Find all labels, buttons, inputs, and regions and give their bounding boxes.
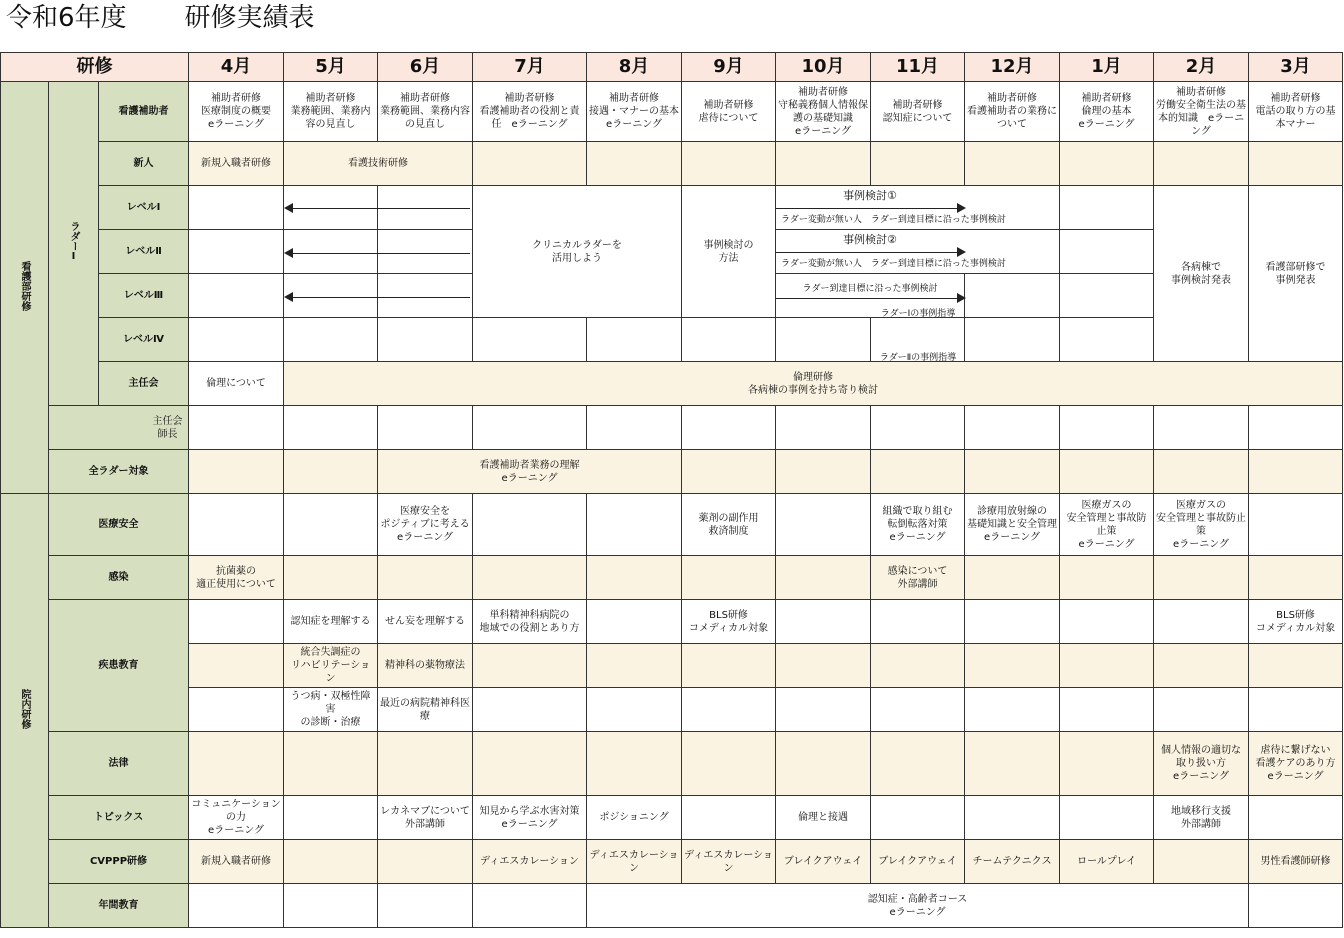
- case-study-1-label: 事例検討①: [843, 189, 897, 202]
- empty-cell: [682, 688, 776, 732]
- safety-feb: 医療ガスの 安全管理と事故防止策 eラーニング: [1154, 494, 1249, 556]
- month-header: 12月: [965, 53, 1060, 82]
- empty-cell: [1154, 556, 1249, 600]
- row-label-all-ladder: 全ラダー対象: [49, 450, 189, 494]
- title-year: 令和6年度: [6, 3, 127, 33]
- empty-cell: [1154, 450, 1249, 494]
- empty-cell: [284, 494, 378, 556]
- empty-cell: [1060, 688, 1154, 732]
- month-header: 11月: [871, 53, 965, 82]
- empty-cell: [682, 142, 776, 186]
- aide-cell: 補助者研修 業務範囲、業務内容の見直し: [284, 82, 378, 142]
- table-row: [1, 142, 1343, 186]
- row-label-disease: 疾患教育: [49, 600, 189, 732]
- month-header: 5月: [284, 53, 378, 82]
- empty-cell: [871, 688, 965, 732]
- month-header: 10月: [776, 53, 871, 82]
- empty-cell: [682, 796, 776, 840]
- empty-cell: [284, 732, 378, 796]
- aide-cell: 補助者研修 守秘義務個人情報保護の基礎知識 eラーニング: [776, 82, 871, 142]
- safety-sep: 薬剤の副作用 救済制度: [682, 494, 776, 556]
- empty-cell: [1154, 688, 1249, 732]
- empty-cell: [189, 450, 284, 494]
- empty-cell: [587, 600, 682, 644]
- table-row: [1, 82, 1343, 142]
- disease-jun: 最近の病院精神科医療: [378, 688, 473, 732]
- empty-cell: [587, 406, 682, 450]
- empty-cell: [871, 142, 965, 186]
- empty-cell: [776, 688, 871, 732]
- empty-cell: [965, 450, 1060, 494]
- disease-may: うつ病・双極性障害 の診断・治療: [284, 688, 378, 732]
- row-label-law: 法律: [49, 732, 189, 796]
- row-label-aide: 看護補助者: [99, 82, 189, 142]
- case-study-1-sub: ラダー変動が無い人 ラダー到達目標に沿った事例検討: [781, 215, 1006, 225]
- empty-cell: [1060, 318, 1154, 362]
- group-hospital-label: 院内研修: [19, 688, 30, 729]
- aide-cell: 補助者研修 接遇・マナーの基本 eラーニング: [587, 82, 682, 142]
- empty-cell: [284, 556, 378, 600]
- chief-rest: 倫理研修 各病棟の事例を持ち寄り検討: [284, 362, 1343, 406]
- empty-cell: [1060, 450, 1154, 494]
- empty-cell: [473, 884, 587, 928]
- training-table: [0, 52, 1343, 928]
- cvppp-dec: チームテクニクス: [965, 840, 1060, 884]
- empty-cell: [284, 406, 378, 450]
- empty-cell: [473, 494, 587, 556]
- aide-cell: 補助者研修 看護補助者の業務について: [965, 82, 1060, 142]
- empty-cell: [378, 318, 473, 362]
- row-label-chief: 主任会: [99, 362, 189, 406]
- month-header: 2月: [1154, 53, 1249, 82]
- month-header: 3月: [1249, 53, 1343, 82]
- empty-cell: [776, 732, 871, 796]
- empty-cell: [776, 142, 871, 186]
- empty-cell: [776, 318, 871, 362]
- row-label-topics: トピックス: [49, 796, 189, 840]
- empty-cell: [189, 230, 284, 274]
- empty-cell: [473, 688, 587, 732]
- empty-cell: [189, 274, 284, 318]
- table-row: [1, 796, 1343, 840]
- empty-cell: [1249, 796, 1343, 840]
- empty-cell: [473, 644, 587, 688]
- empty-cell: [1249, 494, 1343, 556]
- empty-cell: [189, 494, 284, 556]
- row-label-cvppp: CVPPP研修: [49, 840, 189, 884]
- empty-cell: [965, 318, 1060, 362]
- clinical-ladder: クリニカルラダーを 活用しよう: [473, 186, 682, 318]
- empty-cell: [473, 142, 587, 186]
- infection-apr: 抗菌薬の 適正使用について: [189, 556, 284, 600]
- empty-cell: [284, 450, 378, 494]
- law-mar: 虐待に繋げない 看護ケアのあり方 eラーニング: [1249, 732, 1343, 796]
- safety-dec: 診療用放射線の 基礎知識と安全管理 eラーニング: [965, 494, 1060, 556]
- empty-cell: [189, 688, 284, 732]
- row-label-level3: レベルⅢ: [99, 274, 189, 318]
- disease-mar: BLS研修 コメディカル対象: [1249, 600, 1343, 644]
- table-row: [1, 450, 1343, 494]
- table-row: [1, 494, 1343, 556]
- empty-cell: [473, 556, 587, 600]
- cvppp-mar: 男性看護師研修: [1249, 840, 1343, 884]
- empty-cell: [284, 840, 378, 884]
- empty-cell: [871, 796, 965, 840]
- empty-cell: [378, 556, 473, 600]
- arrow-left-icon: [286, 208, 470, 209]
- safety-jun: 医療安全を ポジティブに考える eラーニング: [378, 494, 473, 556]
- empty-cell: [189, 318, 284, 362]
- feb-ladder: 各病棟で 事例検討発表: [1154, 186, 1249, 362]
- row-label-level1: レベルⅠ: [99, 186, 189, 230]
- empty-cell: [871, 600, 965, 644]
- empty-cell: [1249, 884, 1343, 928]
- empty-cell: [1154, 142, 1249, 186]
- month-header: 7月: [473, 53, 587, 82]
- month-header: 6月: [378, 53, 473, 82]
- empty-cell: [1060, 796, 1154, 840]
- empty-cell: [965, 796, 1060, 840]
- empty-cell: [189, 406, 284, 450]
- month-header: 9月: [682, 53, 776, 82]
- topics-jun: レカネマブについて 外部講師: [378, 796, 473, 840]
- empty-cell: [682, 406, 776, 450]
- table-row: [1, 732, 1343, 796]
- empty-cell: [587, 142, 682, 186]
- empty-cell: [682, 318, 776, 362]
- law-feb: 個人情報の適切な 取り扱い方 eラーニング: [1154, 732, 1249, 796]
- row-label-infection: 感染: [49, 556, 189, 600]
- empty-cell: [587, 494, 682, 556]
- empty-cell: [378, 732, 473, 796]
- topics-aug: ポジショニング: [587, 796, 682, 840]
- guide-ladder2: ラダーⅡの事例指導: [879, 353, 957, 363]
- aide-cell: 補助者研修 認知症について: [871, 82, 965, 142]
- aide-cell: 補助者研修 業務範囲、業務内容の見直し: [378, 82, 473, 142]
- empty-cell: [776, 644, 871, 688]
- arrow-right-icon: [776, 208, 964, 209]
- aide-cell: 補助者研修 医療制度の概要 eラーニング: [189, 82, 284, 142]
- empty-cell: [682, 644, 776, 688]
- aide-cell: 補助者研修 労働安全衛生法の基本的知識 eラーニング: [1154, 82, 1249, 142]
- empty-cell: [473, 732, 587, 796]
- cvppp-aug: ディエスカレーション: [587, 840, 682, 884]
- case-study-2-label: 事例検討②: [843, 233, 897, 246]
- empty-cell: [965, 600, 1060, 644]
- case-method: 事例検討の 方法: [682, 186, 776, 318]
- cvppp-nov: ブレイクアウェイ: [871, 840, 965, 884]
- empty-cell: [1060, 230, 1154, 274]
- table-row: [1, 186, 1343, 230]
- empty-cell: [284, 796, 378, 840]
- empty-cell: [378, 230, 473, 274]
- empty-cell: [378, 884, 473, 928]
- newcomer-may-jun: 看護技術研修: [284, 142, 473, 186]
- empty-cell: [871, 732, 965, 796]
- disease-may: 認知症を理解する: [284, 600, 378, 644]
- empty-cell: [473, 318, 587, 362]
- table-row: [1, 644, 1343, 688]
- empty-cell: [587, 318, 682, 362]
- disease-sep: BLS研修 コメディカル対象: [682, 600, 776, 644]
- empty-cell: [587, 556, 682, 600]
- table-row: [1, 556, 1343, 600]
- table-row: [1, 406, 1343, 450]
- disease-jun: 精神科の薬物療法: [378, 644, 473, 688]
- page-title: [6, 0, 315, 40]
- row-label-level2: レベルⅡ: [99, 230, 189, 274]
- empty-cell: [682, 450, 776, 494]
- arrow-left-icon: [286, 253, 470, 254]
- empty-cell: [473, 406, 587, 450]
- cvppp-oct: ブレイクアウェイ: [776, 840, 871, 884]
- empty-cell: [965, 142, 1060, 186]
- empty-cell: [284, 884, 378, 928]
- safety-jan: 医療ガスの 安全管理と事故防止策 eラーニング: [1060, 494, 1154, 556]
- aide-cell: 補助者研修 看護補助者の役割と責任 eラーニング: [473, 82, 587, 142]
- empty-cell: [965, 732, 1060, 796]
- newcomer-apr: 新規入職者研修: [189, 142, 284, 186]
- level3-sub: ラダー到達目標に沿った事例検討: [802, 284, 938, 294]
- empty-cell: [776, 600, 871, 644]
- chief-apr: 倫理について: [189, 362, 284, 406]
- empty-cell: [1154, 600, 1249, 644]
- row-label-level4: レベルⅣ: [99, 318, 189, 362]
- empty-cell: [189, 732, 284, 796]
- topics-oct: 倫理と接遇: [776, 796, 871, 840]
- table-row: [1, 688, 1343, 732]
- table-row: [1, 840, 1343, 884]
- empty-cell: [284, 230, 378, 274]
- empty-cell: [378, 840, 473, 884]
- empty-cell: [1060, 186, 1154, 230]
- table-row: [1, 362, 1343, 406]
- table-row: [1, 318, 1343, 362]
- title-name: 研修実績表: [184, 3, 315, 33]
- topics-feb: 地域移行支援 外部講師: [1154, 796, 1249, 840]
- group-ladder: [49, 82, 99, 406]
- cvppp-jan: ロールプレイ: [1060, 840, 1154, 884]
- group-hospital: [1, 494, 49, 928]
- month-header: 4月: [189, 53, 284, 82]
- header-label: 研修: [1, 53, 189, 82]
- empty-cell: [189, 600, 284, 644]
- group-nursing: [1, 82, 49, 494]
- empty-cell: [587, 732, 682, 796]
- empty-cell: [1060, 732, 1154, 796]
- empty-cell: [1154, 406, 1249, 450]
- empty-cell: [871, 644, 965, 688]
- empty-cell: [871, 450, 965, 494]
- empty-cell: [1249, 556, 1343, 600]
- row-label-annual: 年間教育: [49, 884, 189, 928]
- empty-cell: [1060, 556, 1154, 600]
- row-label-newcomer: 新人: [99, 142, 189, 186]
- cvppp-sep: ディエスカレーション: [682, 840, 776, 884]
- infection-nov: 感染について 外部講師: [871, 556, 965, 600]
- empty-cell: [965, 274, 1060, 318]
- empty-cell: [284, 318, 378, 362]
- empty-cell: [1249, 688, 1343, 732]
- empty-cell: [378, 274, 473, 318]
- empty-cell: [682, 732, 776, 796]
- guide-ladder1: ラダーⅠの事例指導: [880, 309, 956, 319]
- arrow-right-icon: [776, 298, 964, 299]
- cvppp-jul: ディエスカレーション: [473, 840, 587, 884]
- empty-cell: [1060, 644, 1154, 688]
- annual-text: 認知症・高齢者コース eラーニング: [587, 884, 1249, 928]
- aide-cell: 補助者研修 倫理の基本 eラーニング: [1060, 82, 1154, 142]
- empty-cell: [1249, 142, 1343, 186]
- empty-cell: [871, 406, 965, 450]
- empty-cell: [965, 556, 1060, 600]
- arrow-left-icon: [286, 297, 470, 298]
- aide-cell: 補助者研修 虐待について: [682, 82, 776, 142]
- arrow-right-icon: [776, 252, 964, 253]
- empty-cell: [1249, 406, 1343, 450]
- disease-jul: 単科精神科病院の 地域での役割とあり方: [473, 600, 587, 644]
- empty-cell: [1249, 644, 1343, 688]
- cvppp-apr: 新規入職者研修: [189, 840, 284, 884]
- empty-cell: [1249, 450, 1343, 494]
- empty-cell: [1154, 644, 1249, 688]
- empty-cell: [1154, 840, 1249, 884]
- empty-cell: [965, 644, 1060, 688]
- empty-cell: [189, 884, 284, 928]
- empty-cell: [1060, 142, 1154, 186]
- table-row: [1, 600, 1343, 644]
- empty-cell: [587, 644, 682, 688]
- empty-cell: [682, 556, 776, 600]
- empty-cell: [587, 688, 682, 732]
- group-ladder-label: ラダーⅠ: [68, 221, 79, 262]
- case-study-2-sub: ラダー変動が無い人 ラダー到達目標に沿った事例検討: [781, 259, 1006, 269]
- safety-nov: 組織で取り組む 転倒転落対策 eラーニング: [871, 494, 965, 556]
- empty-cell: [776, 494, 871, 556]
- empty-cell: [776, 556, 871, 600]
- empty-cell: [776, 450, 871, 494]
- aide-cell: 補助者研修 電話の取り方の基本マナー: [1249, 82, 1343, 142]
- group-nursing-label: 看護部研修: [19, 260, 30, 311]
- empty-cell: [189, 186, 284, 230]
- topics-jul: 知見から学ぶ水害対策 eラーニング: [473, 796, 587, 840]
- topics-apr: コミュニケーション の力 eラーニング: [189, 796, 284, 840]
- table-row: [1, 884, 1343, 928]
- month-header: 8月: [587, 53, 682, 82]
- empty-cell: [965, 688, 1060, 732]
- row-label-safety: 医療安全: [49, 494, 189, 556]
- empty-cell: [1060, 406, 1154, 450]
- empty-cell: [1060, 274, 1154, 318]
- empty-cell: [378, 406, 473, 450]
- row-label-chief-head: 主任会 師長: [49, 406, 189, 450]
- empty-cell: [189, 644, 284, 688]
- disease-jun: せん妄を理解する: [378, 600, 473, 644]
- disease-may: 統合失調症の リハビリテーション: [284, 644, 378, 688]
- mar-ladder: 看護部研修で 事例発表: [1249, 186, 1343, 362]
- empty-cell: [965, 406, 1060, 450]
- empty-cell: [284, 274, 378, 318]
- empty-cell: [1060, 600, 1154, 644]
- month-header: 1月: [1060, 53, 1154, 82]
- header-row: [1, 53, 1343, 82]
- all-ladder-text: 看護補助者業務の理解 eラーニング: [378, 450, 682, 494]
- empty-cell: [776, 406, 871, 450]
